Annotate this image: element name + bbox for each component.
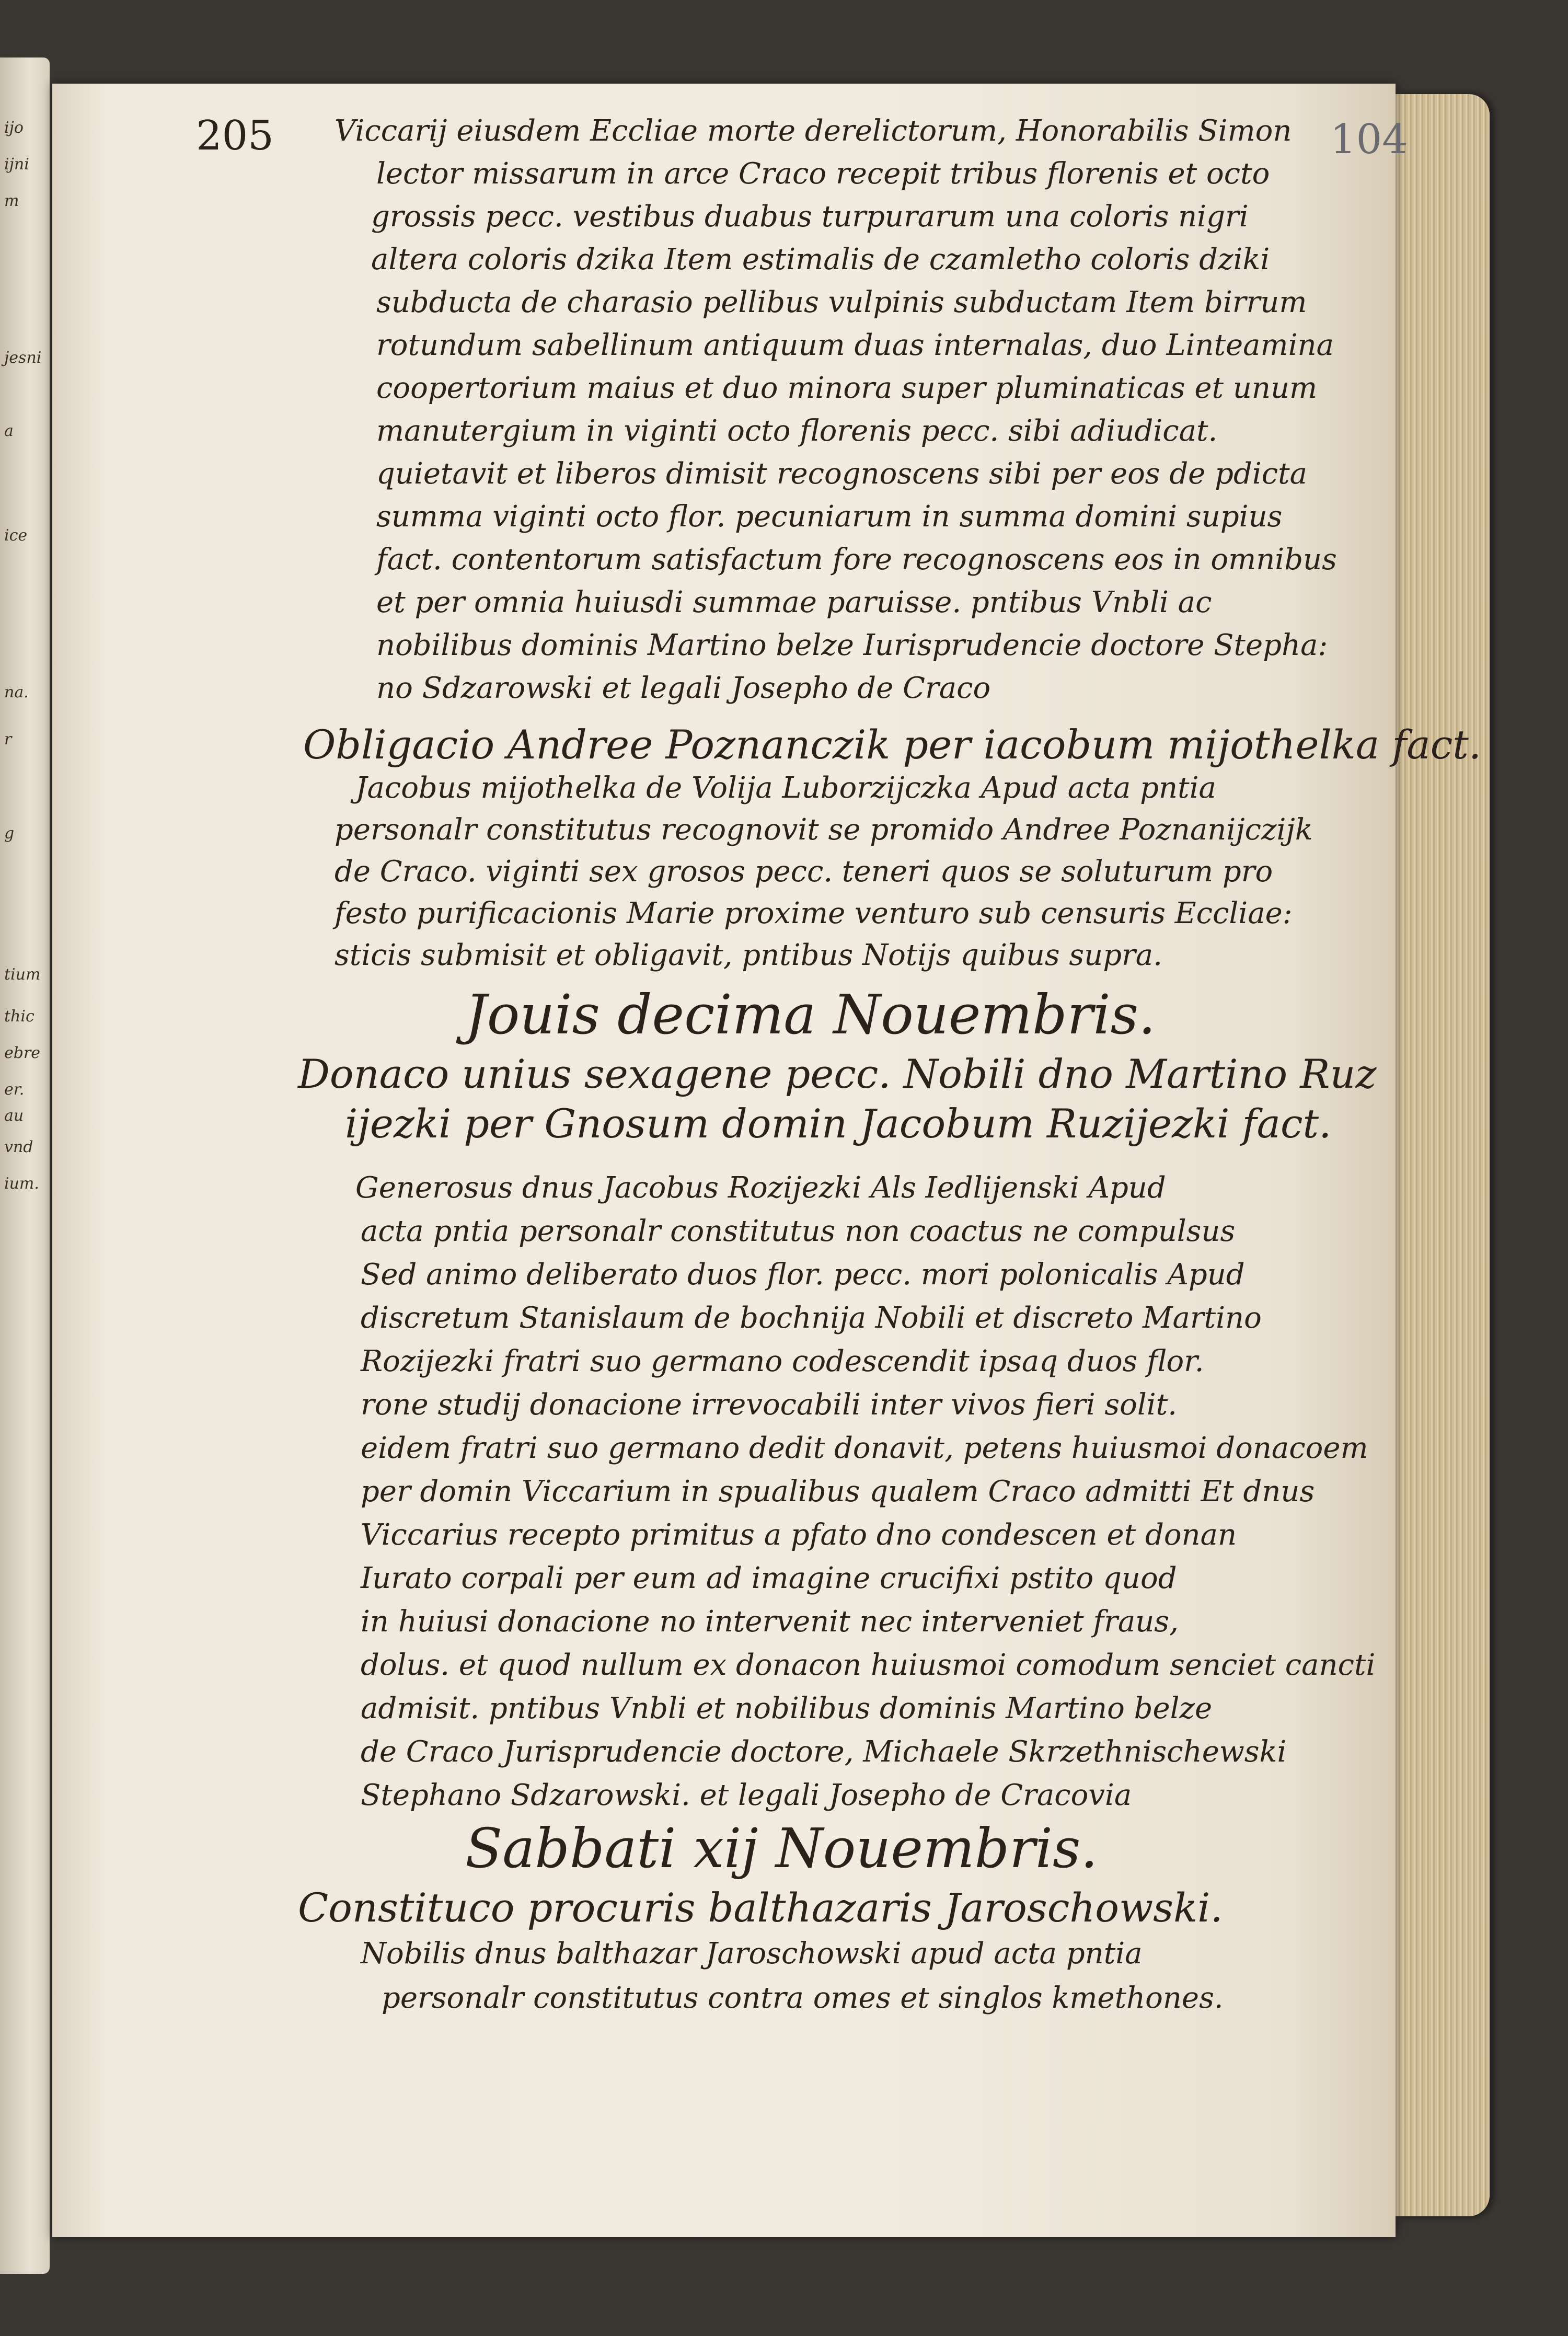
text-line: Sed animo deliberato duos flor. pecc. mori polonicalis Apud bbox=[361, 1258, 1245, 1292]
text-line: coopertorium maius et duo minora super pluminaticas et unum bbox=[376, 371, 1318, 405]
text-line: rotundum sabellinum antiquum duas internalas, duo Linteamina bbox=[376, 328, 1334, 362]
text-line: Generosus dnus Jacobus Rozijezki Als Iedlijenski Apud bbox=[355, 1171, 1166, 1205]
margin-fragment: g bbox=[4, 824, 15, 843]
text-line: Viccarius recepto primitus a pfato dno condescen et donan bbox=[361, 1518, 1237, 1552]
text-line: Iurato corpali per eum ad imagine crucifixi pstito quod bbox=[361, 1561, 1177, 1595]
entry-heading: Obligacio Andree Poznanczik per iacobum mijothelka fact. bbox=[303, 721, 1481, 768]
margin-fragment: ijni bbox=[4, 155, 29, 174]
margin-fragment: ijo bbox=[4, 119, 24, 137]
margin-fragment: thic bbox=[4, 1007, 34, 1026]
text-line: discretum Stanislaum de bochnija Nobili et discreto Martino bbox=[361, 1301, 1262, 1335]
text-line: manutergium in viginti octo florenis pecc. sibi adiudicat. bbox=[376, 414, 1218, 448]
entry-heading: Donaco unius sexagene pecc. Nobili dno Martino Ruz bbox=[298, 1051, 1377, 1097]
margin-fragment: er. bbox=[4, 1080, 25, 1099]
margin-fragment: vnd bbox=[4, 1138, 33, 1156]
text-line: Viccarij eiusdem Eccliae morte derelictorum, Honorabilis Simon bbox=[335, 114, 1292, 148]
text-line: admisit. pntibus Vnbli et nobilibus dominis Martino belze bbox=[361, 1691, 1213, 1725]
margin-fragment: tium bbox=[4, 965, 41, 984]
entry-heading: ijezki per Gnosum domin Jacobum Ruzijezki fact. bbox=[345, 1100, 1332, 1147]
text-line: altera coloris dzika Item estimalis de czamletho coloris dziki bbox=[371, 243, 1270, 277]
date-heading: Sabbati xij Nouembris. bbox=[465, 1816, 1098, 1880]
margin-fragment: r bbox=[4, 730, 12, 749]
margin-fragment: na. bbox=[4, 683, 29, 701]
text-line: dolus. et quod nullum ex donacon huiusmoi comodum senciet cancti bbox=[361, 1648, 1376, 1682]
text-line: de Craco Jurisprudencie doctore, Michaele Skrzethnischewski bbox=[361, 1735, 1287, 1769]
facing-page-edge bbox=[0, 57, 50, 2274]
text-line: Rozijezki fratri suo germano codescendit ipsaq duos flor. bbox=[361, 1344, 1204, 1378]
text-line: in huiusi donacione no intervenit nec interveniet fraus, bbox=[361, 1605, 1179, 1639]
text-line: Nobilis dnus balthazar Jaroschowski apud acta pntia bbox=[361, 1937, 1143, 1971]
text-line: festo purificacionis Marie proxime venturo sub censuris Eccliae: bbox=[335, 896, 1293, 930]
text-line: de Craco. viginti sex grosos pecc. teneri quos se soluturum pro bbox=[335, 855, 1273, 889]
margin-fragment: ice bbox=[4, 526, 28, 545]
margin-fragment: au bbox=[4, 1107, 24, 1125]
text-line: rone studij donacione irrevocabili inter vivos fieri solit. bbox=[361, 1388, 1177, 1422]
folio-number-left: 205 bbox=[196, 112, 274, 159]
text-line: personalr constitutus contra omes et singlos kmethones. bbox=[382, 1981, 1224, 2015]
text-line: et per omnia huiusdi summae paruisse. pntibus Vnbli ac bbox=[376, 585, 1212, 619]
text-line: acta pntia personalr constitutus non coactus ne compulsus bbox=[361, 1214, 1236, 1248]
text-line: nobilibus dominis Martino belze Iurisprudencie doctore Stepha: bbox=[376, 628, 1328, 662]
text-line: personalr constitutus recognovit se promido Andree Poznanijczijk bbox=[335, 813, 1313, 847]
entry-heading: Constituco procuris balthazaris Jaroschowski. bbox=[298, 1884, 1223, 1931]
text-line: no Sdzarowski et legali Josepho de Craco bbox=[376, 671, 991, 705]
text-line: fact. contentorum satisfactum fore recognoscens eos in omnibus bbox=[376, 543, 1337, 577]
page-edges bbox=[1396, 94, 1490, 2216]
text-line: quietavit et liberos dimisit recognoscens sibi per eos de pdicta bbox=[376, 457, 1307, 491]
date-heading: Jouis decima Nouembris. bbox=[465, 983, 1156, 1046]
text-line: Stephano Sdzarowski. et legali Josepho de Cracovia bbox=[361, 1778, 1132, 1812]
margin-fragment: ebre bbox=[4, 1044, 41, 1062]
text-line: lector missarum in arce Craco recepit tribus florenis et octo bbox=[376, 157, 1270, 191]
text-line: grossis pecc. vestibus duabus turpurarum una coloris nigri bbox=[371, 200, 1249, 234]
text-line: Jacobus mijothelka de Volija Luborzijczka Apud acta pntia bbox=[355, 771, 1216, 805]
text-line: subducta de charasio pellibus vulpinis subductam Item birrum bbox=[376, 285, 1307, 319]
folio-number-right: 104 bbox=[1330, 116, 1408, 163]
margin-fragment: jesni bbox=[4, 349, 42, 367]
text-line: summa viginti octo flor. pecuniarum in summa domini supius bbox=[376, 500, 1283, 534]
margin-fragment: ium. bbox=[4, 1175, 39, 1193]
text-line: eidem fratri suo germano dedit donavit, petens huiusmoi donacoem bbox=[361, 1431, 1368, 1465]
margin-fragment: m bbox=[4, 192, 19, 210]
text-line: sticis submisit et obligavit, pntibus Notijs quibus supra. bbox=[335, 938, 1162, 972]
text-line: per domin Viccarium in spualibus qualem Craco admitti Et dnus bbox=[361, 1475, 1315, 1509]
margin-fragment: a bbox=[4, 422, 14, 440]
